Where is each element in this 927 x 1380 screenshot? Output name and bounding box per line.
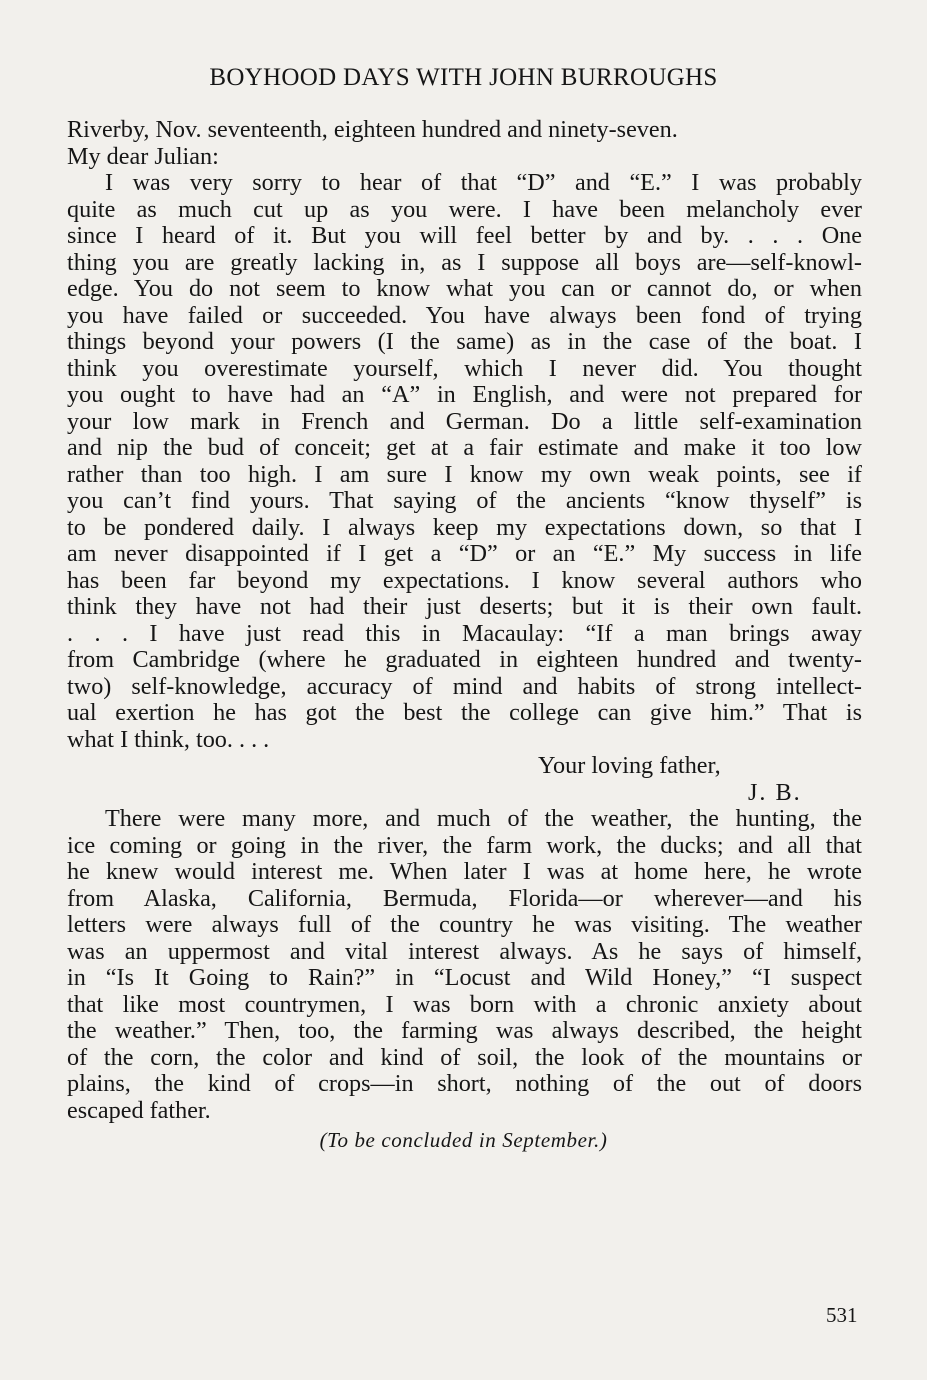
narrative-line: was an uppermost and vital interest always. As he says of himself,	[67, 937, 862, 965]
letter-line: your low mark in French and German. Do a little self-examination	[67, 407, 862, 435]
letter-line: two) self-knowledge, accuracy of mind and habits of strong intellect-	[67, 672, 862, 700]
narrative-line: letters were always full of the country he was visiting. The weather	[67, 911, 862, 938]
letter-line: has been far beyond my expectations. I know several authors who	[67, 566, 862, 594]
letter-line: and nip the bud of conceit; get at a fair estimate and make it too low	[67, 434, 862, 461]
letter-line: think you overestimate yourself, which I never did. You thought	[67, 354, 862, 382]
narrative-line: that like most countrymen, I was born with a chronic anxiety about	[67, 990, 862, 1018]
letter-signature-initials: J. B.	[748, 778, 802, 806]
letter-dateline: Riverby, Nov. seventeenth, eighteen hundred and ninety-seven.	[67, 116, 678, 143]
letter-signoff: Your loving father,	[538, 752, 721, 779]
narrative-line: in “Is It Going to Rain?” in “Locust and Wild Honey,” “I suspect	[67, 964, 862, 991]
letter-line: you ought to have had an “A” in English, and were not prepared for	[67, 381, 862, 408]
narrative-line: from Alaska, California, Bermuda, Florida—or wherever—and his	[67, 884, 862, 912]
letter-line: since I heard of it. But you will feel better by and by. . . . One	[67, 222, 862, 249]
narrative-line: There were many more, and much of the weather, the hunting, the	[105, 805, 862, 832]
letter-line: you have failed or succeeded. You have always been fond of trying	[67, 301, 862, 329]
narrative-line: ice coming or going in the river, the farm work, the ducks; and all that	[67, 831, 862, 859]
running-head-title: BOYHOOD DAYS WITH JOHN BURROUGHS	[209, 64, 718, 91]
page-number: 531	[826, 1303, 858, 1327]
narrative-line: escaped father.	[67, 1096, 211, 1124]
letter-line: think they have not had their just deserts; but it is their own fault.	[67, 593, 862, 620]
letter-line: am never disappointed if I get a “D” or an “E.” My success in life	[67, 540, 862, 567]
letter-line: things beyond your powers (I the same) as in the case of the boat. I	[67, 328, 862, 355]
narrative-line: he knew would interest me. When later I was at home here, he wrote	[67, 858, 862, 885]
letter-line: ual exertion he has got the best the college can give him.” That is	[67, 699, 862, 726]
letter-line: rather than too high. I am sure I know my own weak points, see if	[67, 460, 862, 488]
body-text	[67, 117, 862, 1124]
letter-line: . . . I have just read this in Macaulay: “If a man brings away	[67, 619, 862, 647]
letter-salutation: My dear Julian:	[67, 142, 219, 170]
letter-line: you can’t find yours. That saying of the ancients “know thyself” is	[67, 487, 862, 514]
letter-line: what I think, too. . . .	[67, 725, 270, 753]
letter-line: thing you are greatly lacking in, as I suppose all boys are—self-knowl-	[67, 248, 862, 276]
letter-line: edge. You do not seem to know what you can or cannot do, or when	[67, 275, 862, 302]
narrative-line: plains, the kind of crops—in short, nothing of the out of doors	[67, 1070, 862, 1097]
narrative-line: the weather.” Then, too, the farming was always described, the height	[67, 1017, 862, 1044]
continuation-note: (To be concluded in September.)	[319, 1128, 608, 1152]
letter-line: to be pondered daily. I always keep my expectations down, so that I	[67, 513, 862, 541]
narrative-line: of the corn, the color and kind of soil, the look of the mountains or	[67, 1043, 862, 1071]
letter-line: I was very sorry to hear of that “D” and “E.” I was probably	[105, 169, 862, 196]
letter-line: quite as much cut up as you were. I have been melancholy ever	[67, 195, 862, 223]
letter-line: from Cambridge (where he graduated in eighteen hundred and twenty-	[67, 646, 862, 673]
